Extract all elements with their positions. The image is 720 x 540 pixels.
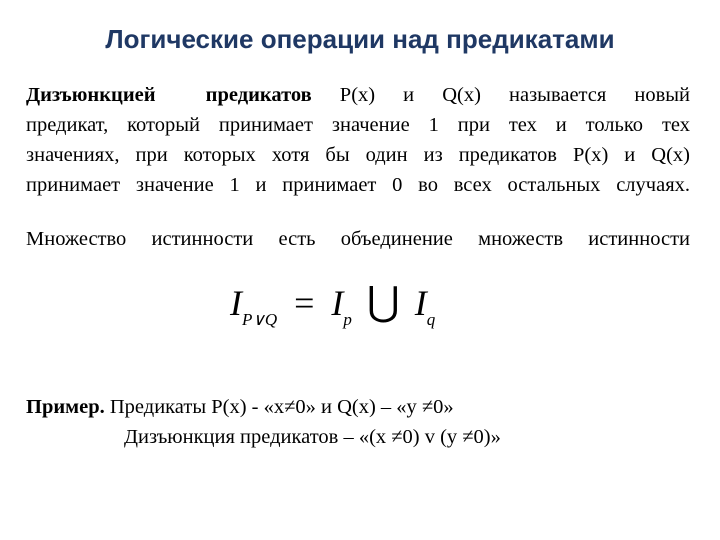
example-line-1 — [26, 392, 686, 422]
example-block — [26, 392, 686, 452]
formula-lhs: I — [230, 283, 242, 323]
slide-title: Логические операции над предикатами — [105, 24, 615, 54]
union-icon: ⋃ — [366, 279, 400, 324]
formula-b: I — [414, 283, 427, 323]
definition-line-3: значениях, при которых хотя бы один из предикатов P(x) и Q(x) — [26, 144, 690, 166]
formula-a-sub: p — [343, 310, 352, 329]
predicates-names: P(x) и Q(x) — [339, 84, 481, 106]
word-called: называется — [509, 84, 607, 106]
word-new: новый — [634, 84, 691, 106]
definition-line-1 — [26, 80, 690, 110]
truth-set-text: Множество истинности есть объединение множеств истинности — [26, 228, 690, 250]
formula-b-sub: q — [426, 310, 436, 329]
formula-lhs-sub: P∨Q — [242, 310, 278, 329]
example-line-2: Дизъюнкция предикатов – «(x ≠0) v (y ≠0)» — [124, 426, 501, 448]
union-formula — [230, 278, 490, 338]
example-predicates: Предикаты P(x) - «x≠0» и Q(x) – «y ≠0» — [109, 396, 454, 418]
formula-a: I — [331, 283, 344, 323]
definition-line-4: принимает значение 1 и принимает 0 во всех остальных случаях. — [26, 174, 690, 196]
definition-paragraph — [26, 80, 690, 200]
formula-equals: = — [294, 283, 315, 323]
term-predicates: предикатов — [205, 84, 312, 106]
example-label: Пример. — [26, 396, 105, 418]
definition-line-2: предикат, который принимает значение 1 при тех и только тех — [26, 114, 690, 136]
term-disjunction: Дизъюнкцией — [26, 84, 156, 106]
